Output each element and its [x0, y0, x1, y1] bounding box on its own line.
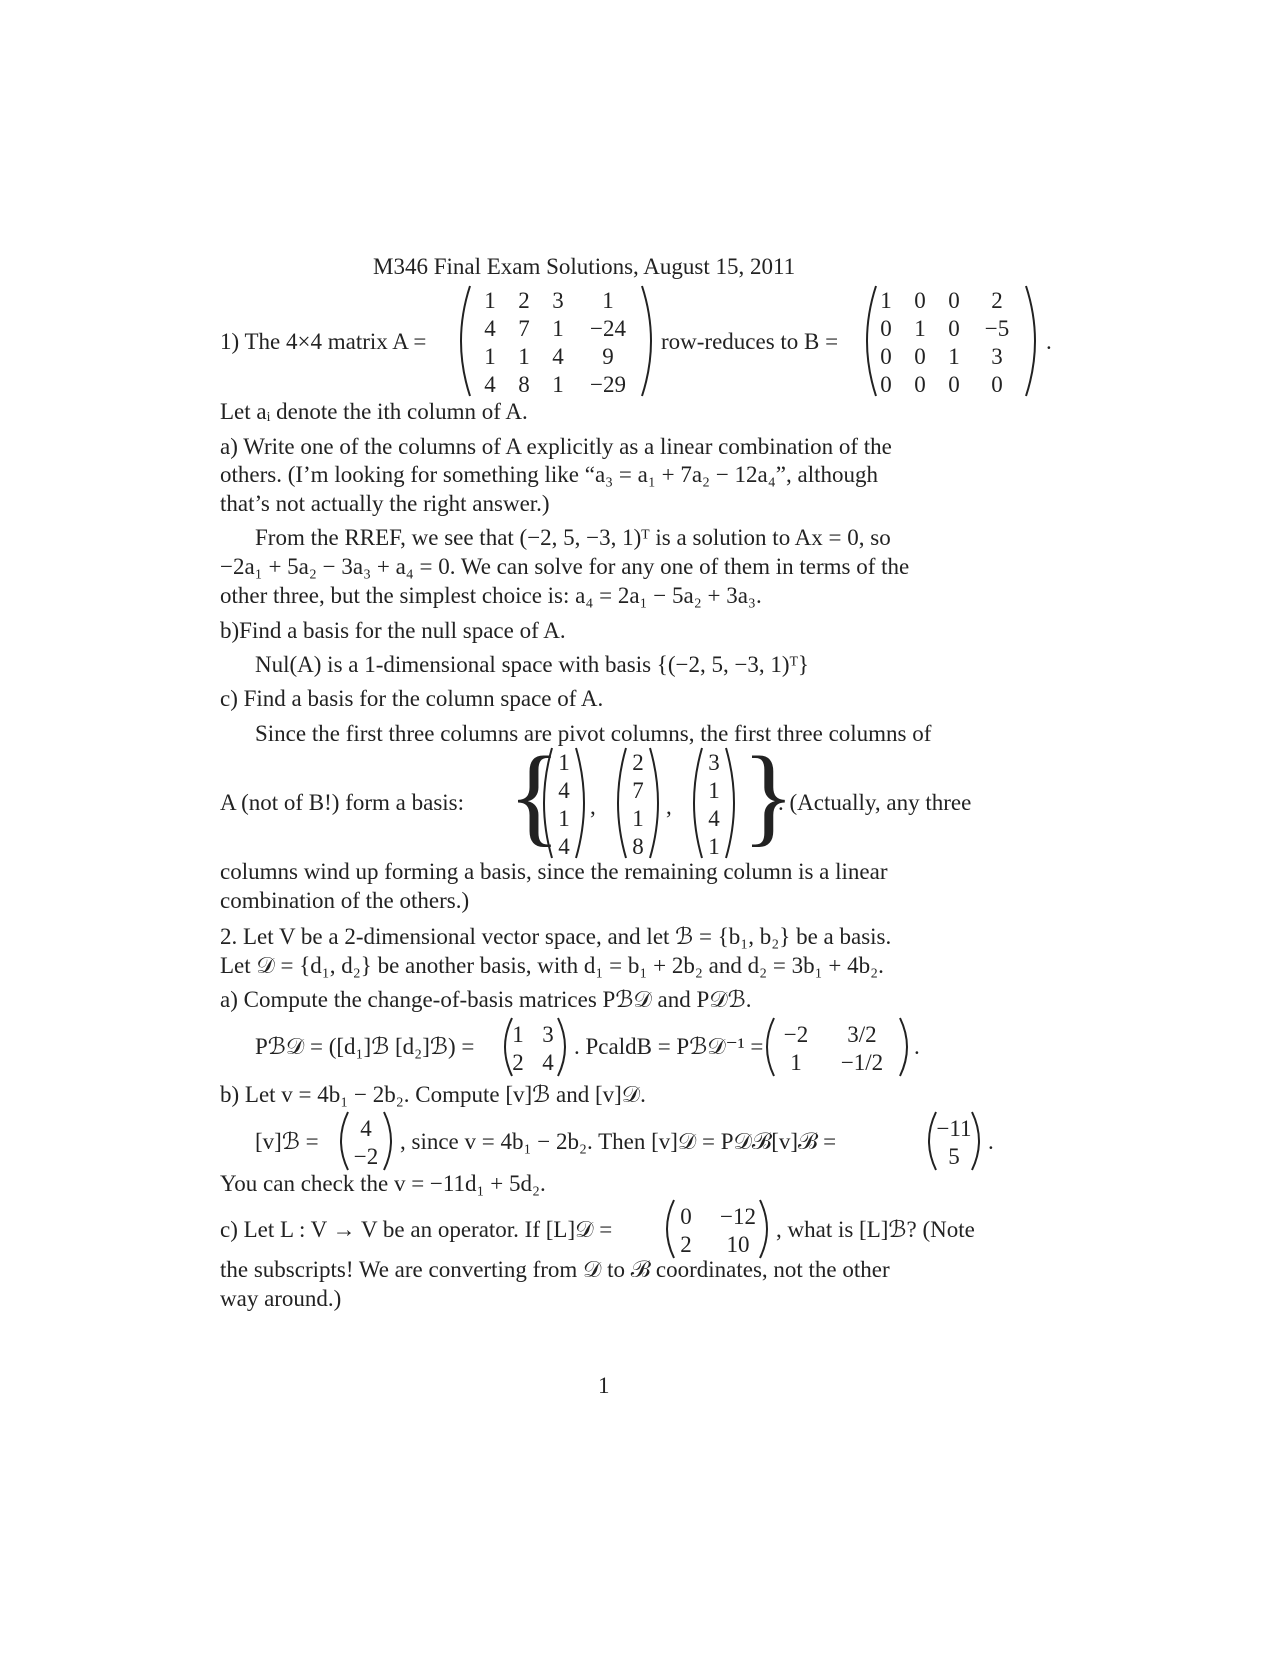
q1a-question: that’s not actually the right answer.)	[220, 491, 550, 516]
q1c-solution: combination of the others.)	[220, 888, 470, 913]
matrix-b-cell: 0	[948, 372, 960, 397]
q2c-question: the subscripts! We are converting from 𝒟 to ℬ coordinates, not the other	[220, 1257, 890, 1282]
matrix-b-cell: 0	[880, 316, 892, 341]
page-number: 1	[598, 1373, 610, 1398]
vector-entry: −11	[936, 1116, 972, 1141]
matrix-a-cell: 3	[552, 288, 564, 313]
matrix-a-cell: 1	[602, 288, 614, 313]
matrix-cell: 3/2	[847, 1022, 877, 1047]
vector-entry: −2	[353, 1144, 379, 1169]
matrix-b-cell: 0	[948, 288, 960, 313]
matrix-b-cell: 0	[991, 372, 1003, 397]
vector-entry: 1	[558, 750, 570, 775]
page-title: M346 Final Exam Solutions, August 15, 2011	[373, 254, 796, 279]
basis-vector-2	[614, 746, 662, 860]
vector-v-d	[924, 1110, 984, 1172]
matrix-a-cell: 9	[602, 344, 614, 369]
period: .	[988, 1129, 994, 1154]
period: .	[1046, 329, 1052, 354]
q2c-question: , what is [L]ℬ? (Note	[776, 1217, 975, 1242]
matrix-a-cell: 4	[484, 316, 496, 341]
vector-entry: 1	[708, 834, 720, 859]
row-reduces-text: row-reduces to B =	[661, 329, 839, 354]
matrix-b-cell: 1	[948, 344, 960, 369]
matrix-b-cell: 3	[991, 344, 1003, 369]
matrix-b-cell: −5	[984, 316, 1010, 341]
q1c-question: c) Find a basis for the column space of A.	[220, 686, 604, 711]
matrix-cell: −12	[720, 1204, 756, 1229]
matrix-a-cell: 1	[484, 288, 496, 313]
vector-entry: 1	[632, 806, 644, 831]
q1a-solution: From the RREF, we see that (−2, 5, −3, 1)ᵀ is a solution to Ax = 0, so	[255, 525, 891, 550]
vector-entry: 1	[708, 778, 720, 803]
matrix-b-cell: 2	[991, 288, 1003, 313]
matrix-a	[456, 282, 656, 400]
matrix-cell: −1/2	[840, 1050, 884, 1075]
comma: ,	[666, 794, 672, 819]
matrix-cell: 1	[790, 1050, 802, 1075]
comma: ,	[590, 794, 596, 819]
matrix-a-cell: 2	[518, 288, 530, 313]
matrix-b	[862, 282, 1040, 400]
matrix-b-cell: 0	[914, 344, 926, 369]
matrix-b-cell: 0	[914, 372, 926, 397]
q1b-question: b)Find a basis for the null space of A.	[220, 618, 566, 643]
q1-let-line: Let aᵢ denote the ith column of A.	[220, 399, 528, 424]
vector-entry: 4	[558, 778, 570, 803]
q2a-pdb-lhs: . PcaldB = Pℬ𝒟⁻¹ =	[574, 1034, 764, 1059]
q2a-pbd-lhs: Pℬ𝒟 = ([d₁]ℬ [d₂]ℬ) =	[255, 1034, 475, 1059]
matrix-cell: 1	[512, 1022, 524, 1047]
q1b-solution: Nul(A) is a 1-dimensional space with basis {(−2, 5, −3, 1)ᵀ}	[255, 652, 809, 677]
q1c-solution: Since the first three columns are pivot columns, the first three columns of	[255, 721, 932, 746]
matrix-l-d	[662, 1198, 772, 1260]
q2c-question: way around.)	[220, 1286, 342, 1311]
vector-entry: 3	[708, 750, 720, 775]
matrix-cell: 2	[512, 1050, 524, 1075]
vector-entry: 2	[632, 750, 644, 775]
matrix-p-bd	[500, 1016, 570, 1078]
matrix-cell: 3	[542, 1022, 554, 1047]
q1a-question: others. (I’m looking for something like “a₃ = a₁ + 7a₂ − 12a₄”, although	[220, 462, 878, 487]
matrix-b-cell: 0	[948, 316, 960, 341]
q1a-solution: other three, but the simplest choice is: a₄ = 2a₁ − 5a₂ + 3a₃.	[220, 583, 762, 608]
q2b-check: You can check the v = −11d₁ + 5d₂.	[220, 1171, 546, 1196]
matrix-a-cell: 1	[484, 344, 496, 369]
vector-entry: 1	[558, 806, 570, 831]
matrix-a-cell: 8	[518, 372, 530, 397]
matrix-b-cell: 0	[880, 344, 892, 369]
matrix-a-cell: 1	[518, 344, 530, 369]
matrix-cell: 10	[726, 1232, 750, 1257]
q2c-question: c) Let L : V → V be an operator. If [L]𝒟 =	[220, 1217, 613, 1242]
matrix-a-cell: 4	[484, 372, 496, 397]
matrix-cell: 0	[680, 1204, 692, 1229]
q1c-solution: columns wind up forming a basis, since the remaining column is a linear	[220, 859, 888, 884]
q2b-vb-lhs: [v]ℬ =	[255, 1129, 319, 1154]
q2-intro: 2. Let V be a 2-dimensional vector space, and let ℬ = {b₁, b₂} be a basis.	[220, 924, 892, 949]
matrix-b-cell: 0	[914, 288, 926, 313]
q1a-solution: −2a₁ + 5a₂ − 3a₃ + a₄ = 0. We can solve for any one of them in terms of the	[220, 554, 910, 579]
matrix-cell: 4	[542, 1050, 554, 1075]
q1a-question: a) Write one of the columns of A explicitly as a linear combination of the	[220, 434, 892, 459]
q2b-solution: , since v = 4b₁ − 2b₂. Then [v]𝒟 = P𝒟ℬ[v]ℬ =	[400, 1129, 837, 1154]
period: .	[914, 1034, 920, 1059]
q2a-question: a) Compute the change-of-basis matrices Pℬ𝒟 and P𝒟ℬ.	[220, 987, 752, 1012]
vector-entry: 8	[632, 834, 644, 859]
vector-entry: 4	[360, 1116, 372, 1141]
matrix-a-cell: −29	[590, 372, 626, 397]
matrix-b-cell: 1	[880, 288, 892, 313]
vector-entry: 5	[948, 1144, 960, 1169]
q1c-basis-suffix: . (Actually, any three	[778, 790, 972, 815]
open-brace: {	[508, 734, 561, 856]
q1c-basis-prefix: A (not of B!) form a basis:	[220, 790, 465, 815]
matrix-a-cell: −24	[590, 316, 626, 341]
q1-intro: 1) The 4×4 matrix A =	[220, 329, 427, 354]
close-brace: }	[742, 734, 795, 856]
vector-v-b	[336, 1110, 396, 1172]
matrix-a-cell: 1	[552, 372, 564, 397]
matrix-p-db	[762, 1016, 912, 1078]
basis-vector-1	[540, 746, 588, 860]
matrix-cell: −2	[783, 1022, 809, 1047]
q2-intro: Let 𝒟 = {d₁, d₂} be another basis, with d₁ = b₁ + 2b₂ and d₂ = 3b₁ + 4b₂.	[220, 953, 884, 978]
basis-vector-3	[690, 746, 738, 860]
q2b-question: b) Let v = 4b₁ − 2b₂. Compute [v]ℬ and [v]𝒟.	[220, 1082, 646, 1107]
matrix-a-cell: 4	[552, 344, 564, 369]
matrix-b-cell: 0	[880, 372, 892, 397]
matrix-a-cell: 7	[518, 316, 530, 341]
vector-entry: 7	[632, 778, 644, 803]
matrix-b-cell: 1	[914, 316, 926, 341]
vector-entry: 4	[708, 806, 720, 831]
matrix-a-cell: 1	[552, 316, 564, 341]
matrix-cell: 2	[680, 1232, 692, 1257]
vector-entry: 4	[558, 834, 570, 859]
